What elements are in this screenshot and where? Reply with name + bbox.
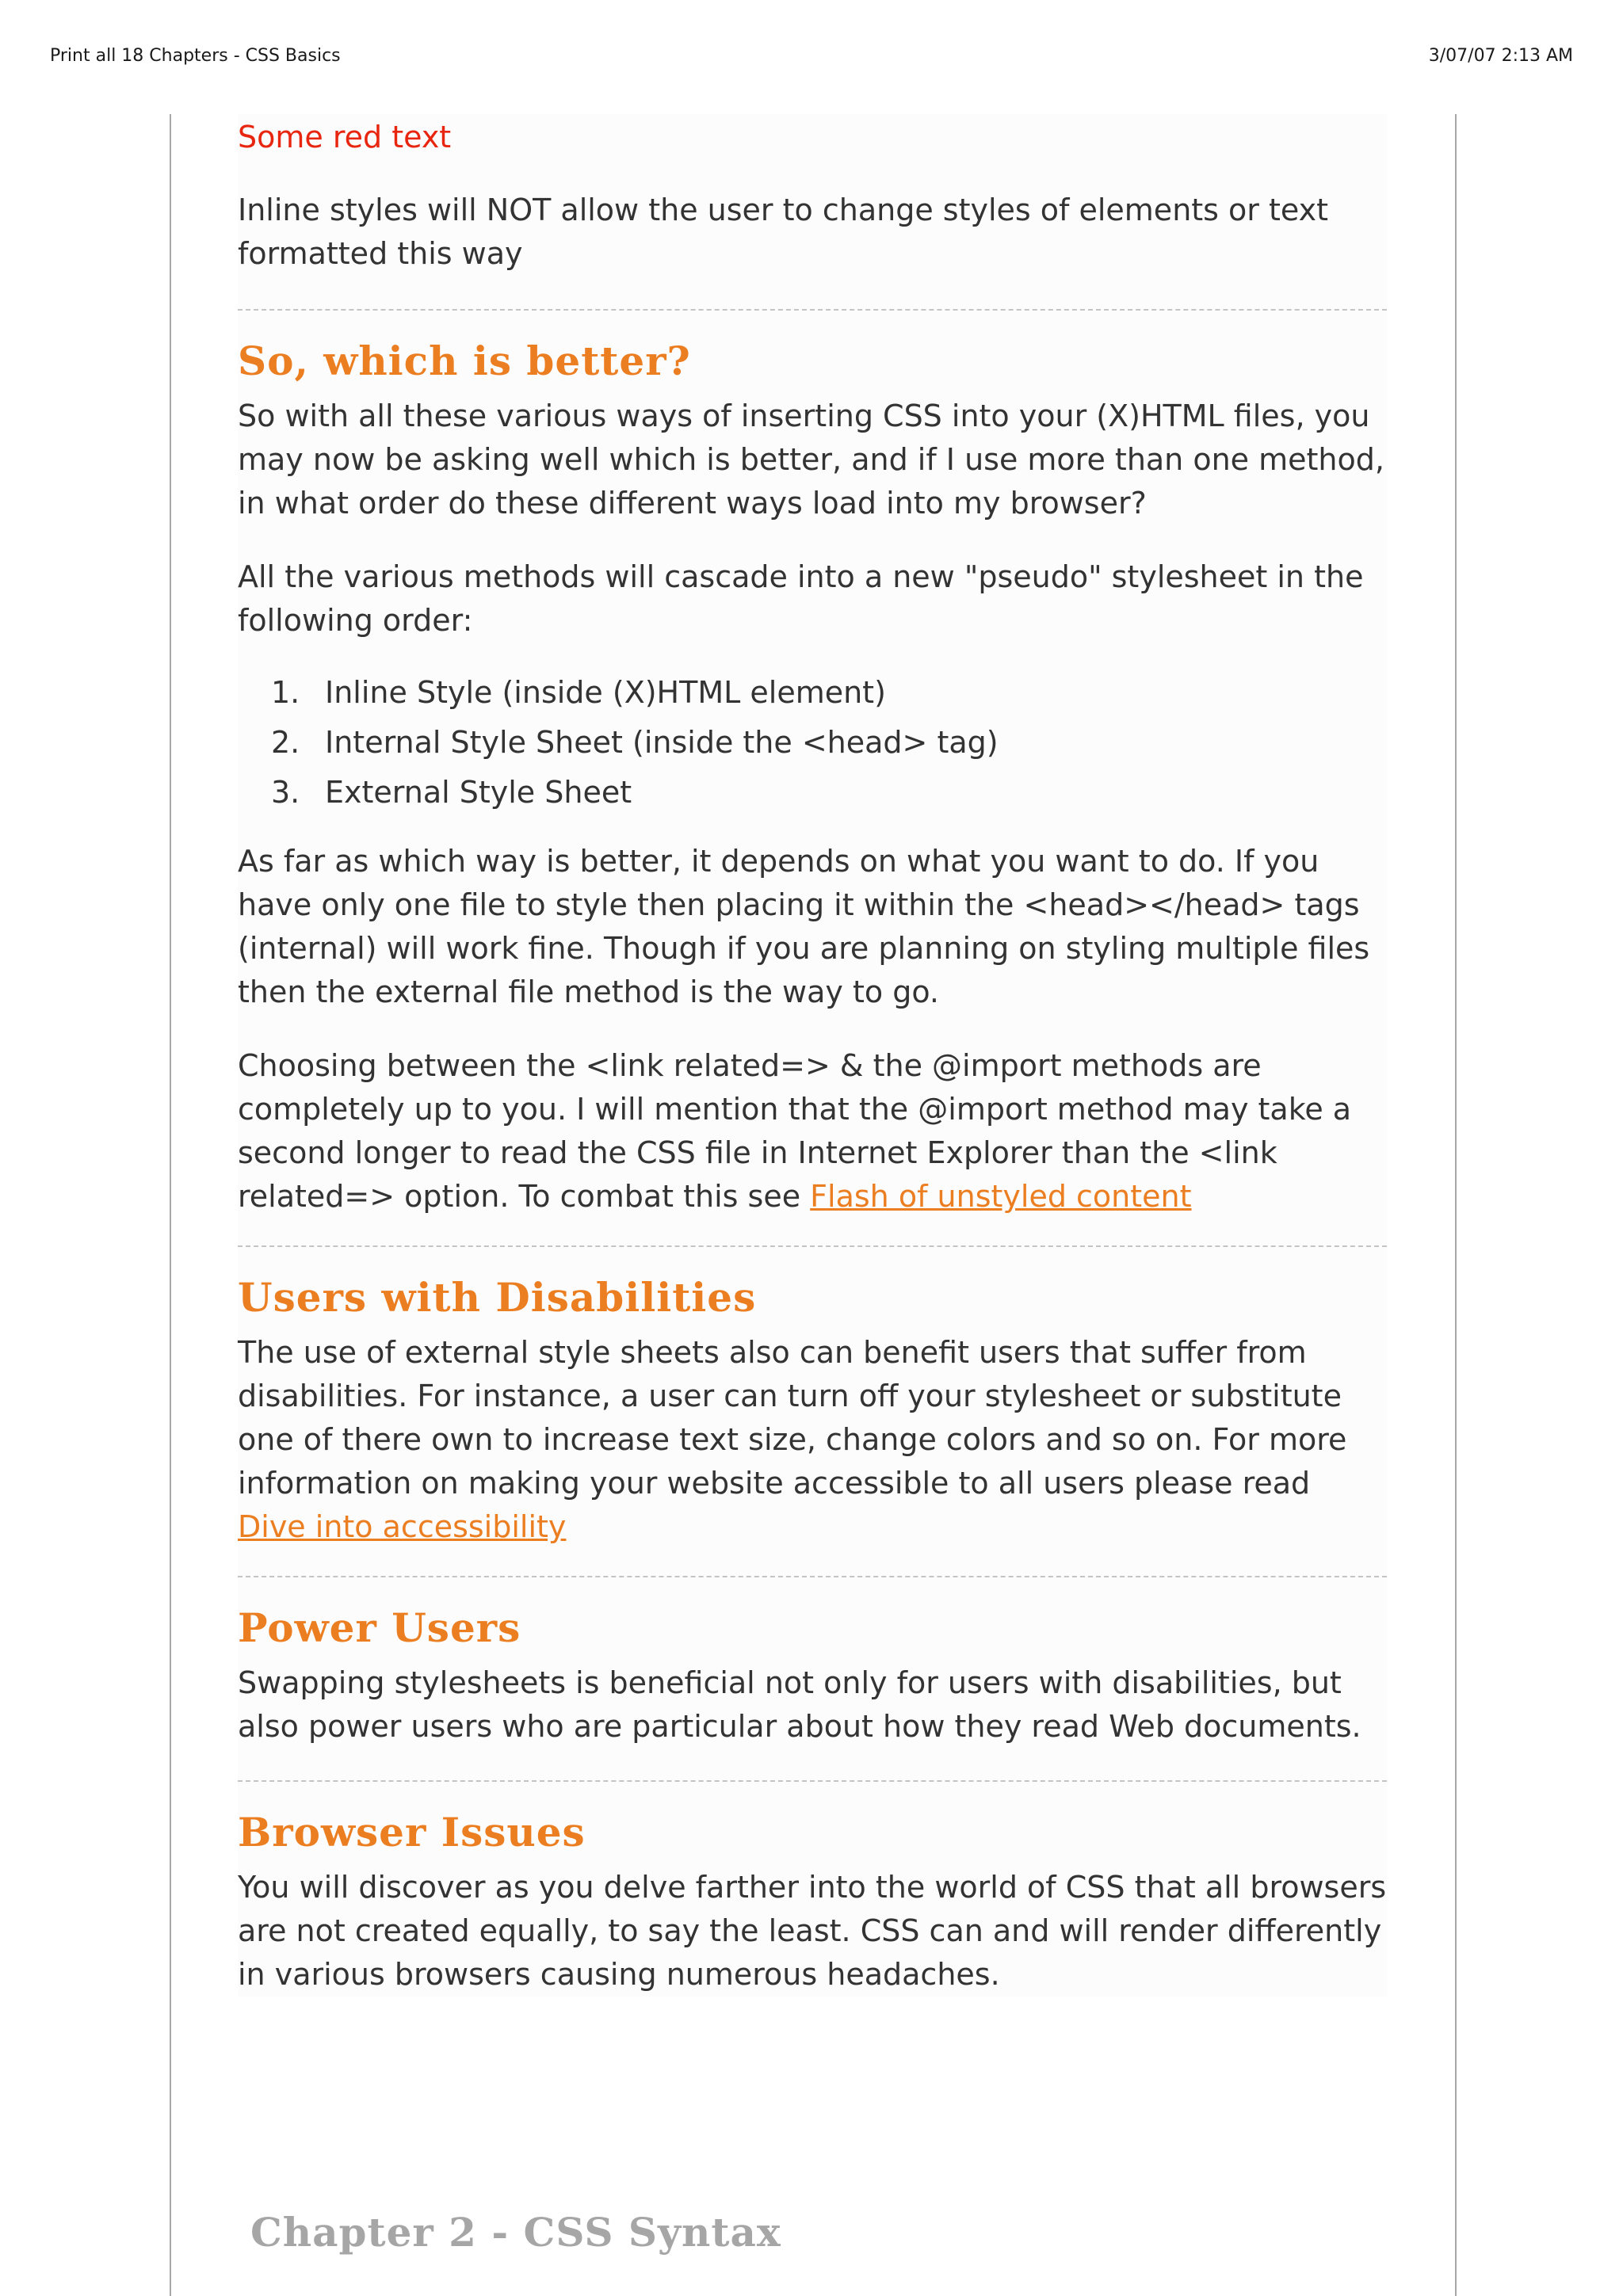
section-heading-power-users: Power Users [238, 1604, 521, 1651]
cascade-order-list [238, 668, 1387, 818]
paragraph: Choosing between the <link related=> & the @import methods are completely up to you. I will mention that the @import method may take a second longer to read the CSS file in Internet Explorer than the <link related=> option. To combat this see Flash of unstyled content [238, 1048, 1352, 1214]
paragraph: As far as which way is better, it depends on what you want to do. If you have only one file to style then placing it within the <head></head> tags (internal) will work fine. Though if you are planning on styling multiple files then the external file method is the way to go. [238, 844, 1370, 1009]
print-header-datetime: 3/07/07 2:13 AM [1428, 46, 1573, 66]
paragraph: The use of external style sheets also can benefit users that suffer from disabilities. For instance, a user can turn off your stylesheet or substitute one of there own to increase text size, change colors and so on. For more information on making your website accessible to all users please read Dive into accessibility [238, 1335, 1347, 1544]
section-heading-users-with-disabilities: Users with Disabilities [238, 1274, 757, 1321]
dive-into-accessibility-link[interactable]: Dive into accessibility [238, 1509, 567, 1544]
paragraph: You will discover as you delve farther into the world of CSS that all browsers are not created equally, to say the least. CSS can and will render differently in various browsers causing numerous headaches. [238, 1870, 1387, 1992]
article-content [238, 114, 1387, 1997]
section-users-with-disabilities [238, 1245, 1387, 1549]
list-item: 1. Inline Style (inside (X)HTML element) [271, 675, 886, 710]
paragraph: Swapping stylesheets is beneficial not only for users with disabilities, but also power users who are particular about how they read Web documents. [238, 1665, 1361, 1744]
list-item: 3. External Style Sheet [271, 775, 632, 810]
section-browser-issues [238, 1780, 1387, 1997]
red-text-example: Some red text [238, 120, 452, 154]
print-header [50, 46, 1573, 73]
flash-of-unstyled-content-link[interactable]: Flash of unstyled content [810, 1179, 1192, 1214]
section-heading-which-is-better: So, which is better? [238, 338, 691, 384]
print-header-title: Print all 18 Chapters - CSS Basics [50, 46, 341, 66]
section-heading-browser-issues: Browser Issues [238, 1809, 586, 1855]
section-power-users [238, 1576, 1387, 1749]
section-which-is-better [238, 309, 1387, 1219]
next-chapter-heading: Chapter 2 - CSS Syntax [250, 2209, 781, 2256]
paragraph: All the various methods will cascade into a new "pseudo" stylesheet in the following order: [238, 559, 1364, 638]
paragraph: So with all these various ways of inserting CSS into your (X)HTML files, you may now be asking well which is better, and if I use more than one method, in what order do these different ways load into my browser? [238, 399, 1384, 521]
list-item: 2. Internal Style Sheet (inside the <head> tag) [271, 725, 999, 760]
inline-styles-note: Inline styles will NOT allow the user to change styles of elements or text formatted this way [238, 193, 1328, 271]
